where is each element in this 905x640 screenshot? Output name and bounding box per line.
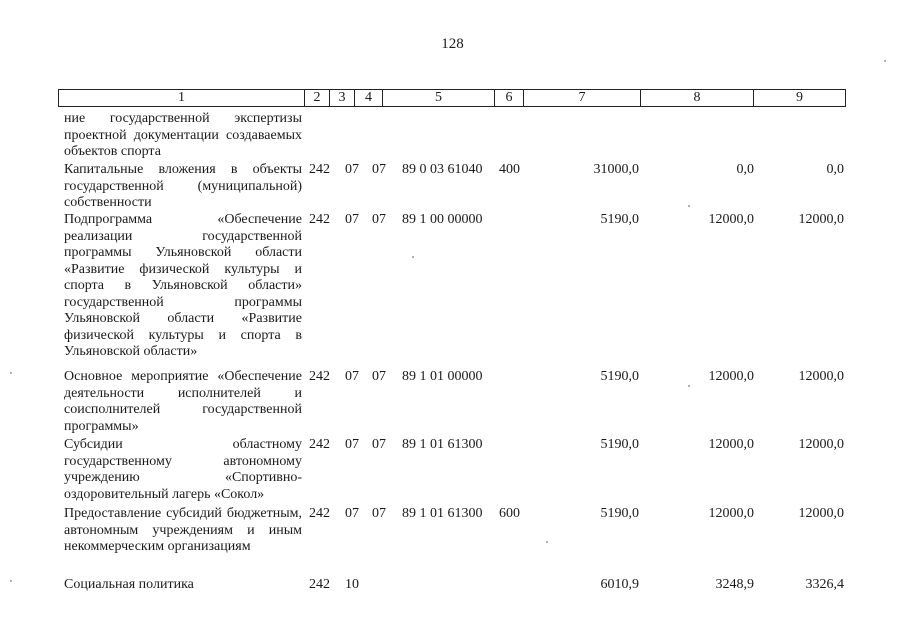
header-cell-3: 3 — [330, 90, 355, 106]
row-name: Субсидии областному государственному автономному учреждению «Спортивно-оздоровительный лагерь «Сокол» — [64, 437, 302, 502]
page-number: 128 — [441, 36, 464, 52]
row-section: 07 — [345, 369, 359, 384]
row-expense-type: 400 — [499, 162, 520, 177]
row-name: Социальная политика — [64, 577, 194, 592]
row-section: 07 — [345, 162, 359, 177]
row-name: Предоставление субсидий бюджетным, автономным учреждениям и иным некоммерческим организациям — [64, 506, 302, 554]
row-target-code: 89 1 01 61300 — [402, 437, 483, 452]
row-name: ние государственной экспертизы проектной документации создаваемых объектов спорта — [64, 111, 302, 159]
row-amount-2: 12000,0 — [708, 437, 754, 452]
row-section: 10 — [345, 577, 359, 592]
header-cell-8: 8 — [641, 90, 754, 106]
row-target-code: 89 1 00 00000 — [402, 212, 483, 227]
row-expense-type: 600 — [499, 506, 520, 521]
scan-speck — [688, 385, 690, 387]
scan-speck — [688, 205, 690, 207]
row-admin-code: 242 — [309, 369, 330, 384]
row-amount-2: 12000,0 — [708, 369, 754, 384]
row-target-code: 89 0 03 61040 — [402, 162, 483, 177]
scan-speck — [10, 580, 12, 582]
row-amount-3: 0,0 — [826, 162, 844, 177]
scan-speck — [412, 256, 414, 258]
row-subsection: 07 — [372, 162, 386, 177]
row-admin-code: 242 — [309, 212, 330, 227]
row-admin-code: 242 — [309, 577, 330, 592]
row-amount-3: 12000,0 — [798, 437, 844, 452]
table-header-row — [58, 89, 846, 107]
row-amount-1: 5190,0 — [600, 506, 639, 521]
row-subsection: 07 — [372, 212, 386, 227]
row-subsection: 07 — [372, 506, 386, 521]
row-amount-3: 12000,0 — [798, 369, 844, 384]
row-name: Подпрограмма «Обеспечение реализации государственной программы Ульяновской области «Развитие физической культуры и спорта в Ульяновской области» государственной программы Ульяновской области «Развитие физической культуры и спорта в Ульяновской области» — [64, 212, 302, 359]
header-cell-5: 5 — [383, 90, 495, 106]
row-amount-2: 0,0 — [736, 162, 754, 177]
row-section: 07 — [345, 506, 359, 521]
header-cell-4: 4 — [355, 90, 383, 106]
row-admin-code: 242 — [309, 162, 330, 177]
row-name: Капитальные вложения в объекты государственной (муниципальной) собственности — [64, 162, 302, 210]
row-amount-3: 12000,0 — [798, 212, 844, 227]
row-amount-1: 6010,9 — [600, 577, 639, 592]
row-admin-code: 242 — [309, 506, 330, 521]
row-subsection: 07 — [372, 369, 386, 384]
row-amount-1: 31000,0 — [593, 162, 639, 177]
row-amount-1: 5190,0 — [600, 369, 639, 384]
scan-speck — [10, 372, 12, 374]
row-name: Основное мероприятие «Обеспечение деятельности исполнителей и соисполнителей государственной программы» — [64, 369, 302, 434]
scan-speck — [884, 60, 886, 62]
row-amount-1: 5190,0 — [600, 437, 639, 452]
row-target-code: 89 1 01 00000 — [402, 369, 483, 384]
row-section: 07 — [345, 212, 359, 227]
header-cell-9: 9 — [796, 90, 803, 105]
row-amount-2: 12000,0 — [708, 506, 754, 521]
row-amount-2: 3248,9 — [715, 577, 754, 592]
row-amount-3: 12000,0 — [798, 506, 844, 521]
row-section: 07 — [345, 437, 359, 452]
row-amount-3: 3326,4 — [805, 577, 844, 592]
scan-speck — [546, 541, 548, 543]
header-cell-2: 2 — [305, 90, 330, 106]
row-amount-2: 12000,0 — [708, 212, 754, 227]
row-subsection: 07 — [372, 437, 386, 452]
row-amount-1: 5190,0 — [600, 212, 639, 227]
header-cell-6: 6 — [495, 90, 524, 106]
row-admin-code: 242 — [309, 437, 330, 452]
header-cell-7: 7 — [524, 90, 641, 106]
row-target-code: 89 1 01 61300 — [402, 506, 483, 521]
header-cell-1: 1 — [59, 90, 305, 106]
